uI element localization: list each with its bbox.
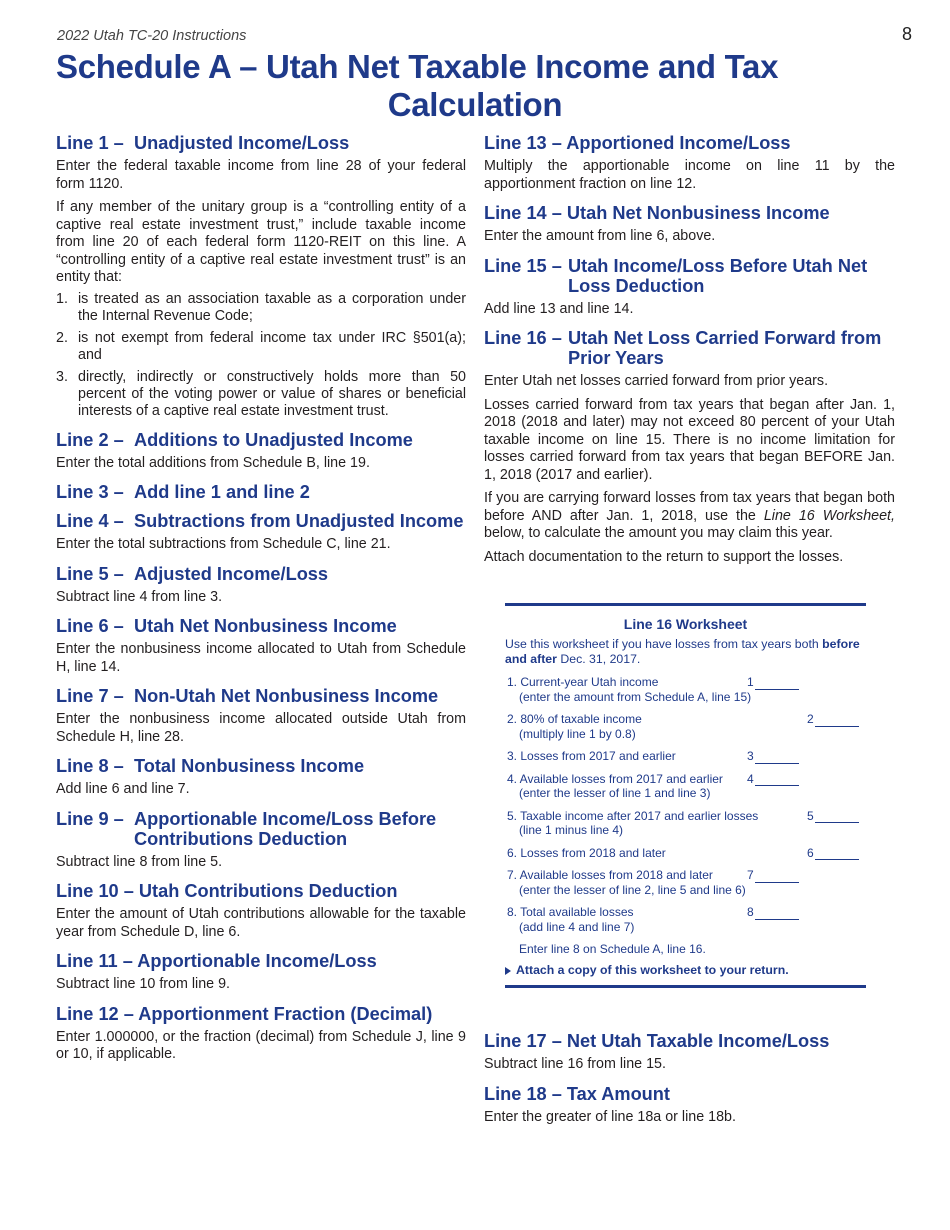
line-6-heading: Line 6 – Utah Net Nonbusiness Income [56, 616, 397, 636]
line-16-worksheet [505, 603, 866, 988]
right-column [484, 133, 895, 576]
worksheet-intro: Use this worksheet if you have losses from tax years both before and after Dec. 31, 2017. [505, 637, 860, 666]
line-4-heading: Line 4 – Subtractions from Unadjusted Income [56, 511, 464, 531]
line-18-text: Enter the greater of line 18a or line 18b. [484, 1108, 736, 1125]
line-4-text: Enter the total subtractions from Schedule C, line 21. [56, 536, 391, 552]
line-3-heading: Line 3 – Add line 1 and line 2 [56, 482, 310, 502]
line-16-text-4: Attach documentation to the return to support the losses. [484, 548, 844, 565]
line-15-text: Add line 13 and line 14. [484, 300, 634, 317]
worksheet-row: 5. Taxable income after 2017 and earlier losses (line 1 minus line 4) 5 [505, 809, 866, 838]
worksheet-attach-instruction: Attach a copy of this worksheet to your return. [505, 963, 866, 977]
line-10-heading: Line 10 – Utah Contributions Deduction [56, 881, 398, 901]
line-10-text: Enter the amount of Utah contributions allowable for the taxable year from Schedule D, line 6. [56, 906, 466, 940]
document-header: 2022 Utah TC-20 Instructions [57, 28, 247, 44]
list-item: 1. is treated as an association taxable as a corporation under the Internal Revenue Code; [56, 290, 466, 324]
worksheet-entry-field[interactable]: 8 [747, 905, 799, 920]
line-11-text: Subtract line 10 from line 9. [56, 976, 231, 992]
line-9-text: Subtract line 8 from line 5. [56, 853, 223, 870]
line-13-section [484, 133, 895, 193]
line-16-text-2: Losses carried forward from tax years that began after Jan. 1, 2018 (2018 and later) may not exceed 80 percent of your Utah taxable income on line 15. There is no income limitation for losses carried forward from tax years that began BEFORE Jan. 1, 2018 (2017 and earlier). [484, 396, 895, 483]
line-9-section [56, 809, 466, 872]
line-5-heading: Line 5 – Adjusted Income/Loss [56, 563, 329, 584]
line-7-section [56, 686, 466, 746]
line-8-section [56, 756, 466, 799]
line-1-list [56, 291, 466, 420]
worksheet-row: 1. Current-year Utah income (enter the amount from Schedule A, line 15) 1 [505, 675, 866, 704]
line-15-section [484, 256, 895, 319]
line-5-section [56, 564, 466, 607]
worksheet-row: 6. Losses from 2018 and later 6 [505, 846, 866, 861]
line-7-text: Enter the nonbusiness income allocated outside Utah from Schedule H, line 28. [56, 711, 466, 745]
line-14-text: Enter the amount from line 6, above. [484, 228, 716, 244]
line-17-heading: Line 17 – Net Utah Taxable Income/Loss [484, 1031, 830, 1051]
page-title [50, 48, 900, 124]
page-number: 8 [901, 24, 912, 44]
line-8-text: Add line 6 and line 7. [56, 781, 190, 797]
worksheet-entry-field[interactable]: 7 [747, 868, 799, 883]
line-2-text: Enter the total additions from Schedule B, line 19. [56, 454, 370, 471]
line-1-text-1: Enter the federal taxable income from line 28 of your federal form 1120. [56, 158, 466, 192]
line-6-text: Enter the nonbusiness income allocated to Utah from Schedule H, line 14. [56, 641, 466, 675]
worksheet-title: Line 16 Worksheet [623, 616, 748, 632]
list-item: 3. directly, indirectly or constructively holds more than 50 percent of the voting power or value of shares or beneficial interests of a captive real estate investment trust. [56, 368, 466, 419]
line-10-section [56, 881, 466, 941]
line-11-section [56, 951, 466, 994]
worksheet-entry-field[interactable]: 6 [807, 846, 859, 861]
line-9-heading: Line 9 – Apportionable Income/Loss Before Contributions Deduction [56, 808, 437, 849]
line-16-section [484, 328, 895, 566]
line-2-section [56, 430, 466, 473]
worksheet-entry-field[interactable]: 3 [747, 749, 799, 764]
left-column [56, 133, 466, 1074]
line-12-section [56, 1004, 466, 1064]
worksheet-entry-field[interactable]: 1 [747, 675, 799, 690]
worksheet-entry-field[interactable]: 2 [807, 712, 859, 727]
line-16-heading: Line 16 – Utah Net Loss Carried Forward from Prior Years [484, 328, 882, 368]
line-7-heading: Line 7 – Non-Utah Net Nonbusiness Income [56, 686, 439, 706]
worksheet-row: 7. Available losses from 2018 and later (enter the lesser of line 2, line 5 and line 6) 7 [505, 868, 866, 897]
line-1-heading: Line 1 – Unadjusted Income/Loss [56, 133, 350, 153]
line-12-heading: Line 12 – Apportionment Fraction (Decimal) [56, 1003, 433, 1024]
line-14-heading: Line 14 – Utah Net Nonbusiness Income [484, 203, 830, 223]
worksheet-entry-field[interactable]: 4 [747, 772, 799, 787]
line-17-text: Subtract line 16 from line 15. [484, 1056, 666, 1072]
line-5-text: Subtract line 4 from line 3. [56, 588, 223, 605]
list-item: 2. is not exempt from federal income tax under IRC §501(a); and [56, 329, 466, 363]
line-1-section [56, 133, 466, 420]
title-line-1: Schedule A – Utah Net Taxable Income and Tax [56, 48, 779, 85]
worksheet-row: 3. Losses from 2017 and earlier 3 [505, 749, 866, 764]
line-11-heading: Line 11 – Apportionable Income/Loss [56, 951, 377, 971]
line-12-text: Enter 1.000000, or the fraction (decimal) from Schedule J, line 9 or 10, if applicable. [56, 1028, 466, 1062]
line-3-section [56, 482, 466, 502]
line-6-section [56, 616, 466, 676]
right-column-bottom [484, 1031, 895, 1136]
worksheet-row: 4. Available losses from 2017 and earlier (enter the lesser of line 1 and line 3) 4 [505, 772, 866, 801]
line-1-text-2: If any member of the unitary group is a “controlling entity of a captive real estate investment trust,” include taxable income from line 20 of each federal form 1120-REIT on this line. A “controlling entity of a captive real estate investment trust” is an entity that: [56, 199, 466, 285]
line-4-section [56, 511, 466, 554]
triangle-bullet-icon [505, 967, 511, 975]
line-2-heading: Line 2 – Additions to Unadjusted Income [56, 429, 413, 450]
line-15-heading: Line 15 – Utah Income/Loss Before Utah Net Loss Deduction [484, 255, 868, 296]
line-14-section [484, 203, 895, 246]
worksheet-row: 2. 80% of taxable income (multiply line 1 by 0.8) 2 [505, 712, 866, 741]
line-16-text-1: Enter Utah net losses carried forward from prior years. [484, 373, 829, 389]
line-8-heading: Line 8 – Total Nonbusiness Income [56, 756, 365, 776]
line-16-text-3: If you are carrying forward losses from tax years that began both before AND after Jan. 1, 2018, use the Line 16 Worksheet, below, to calculate the amount you may claim this year. [484, 490, 895, 541]
line-18-heading: Line 18 – Tax Amount [484, 1083, 670, 1104]
worksheet-row: 8. Total available losses (add line 4 and line 7) 8 [505, 905, 866, 934]
title-line-2: Calculation [387, 86, 563, 123]
line-13-heading: Line 13 – Apportioned Income/Loss [484, 133, 791, 153]
line-17-section [484, 1031, 895, 1074]
line-18-section [484, 1084, 895, 1127]
line-13-text: Multiply the apportionable income on line 11 by the apportionment fraction on line 12. [484, 158, 895, 192]
worksheet-note: Enter line 8 on Schedule A, line 16. [519, 942, 706, 956]
worksheet-entry-field[interactable]: 5 [807, 809, 859, 824]
